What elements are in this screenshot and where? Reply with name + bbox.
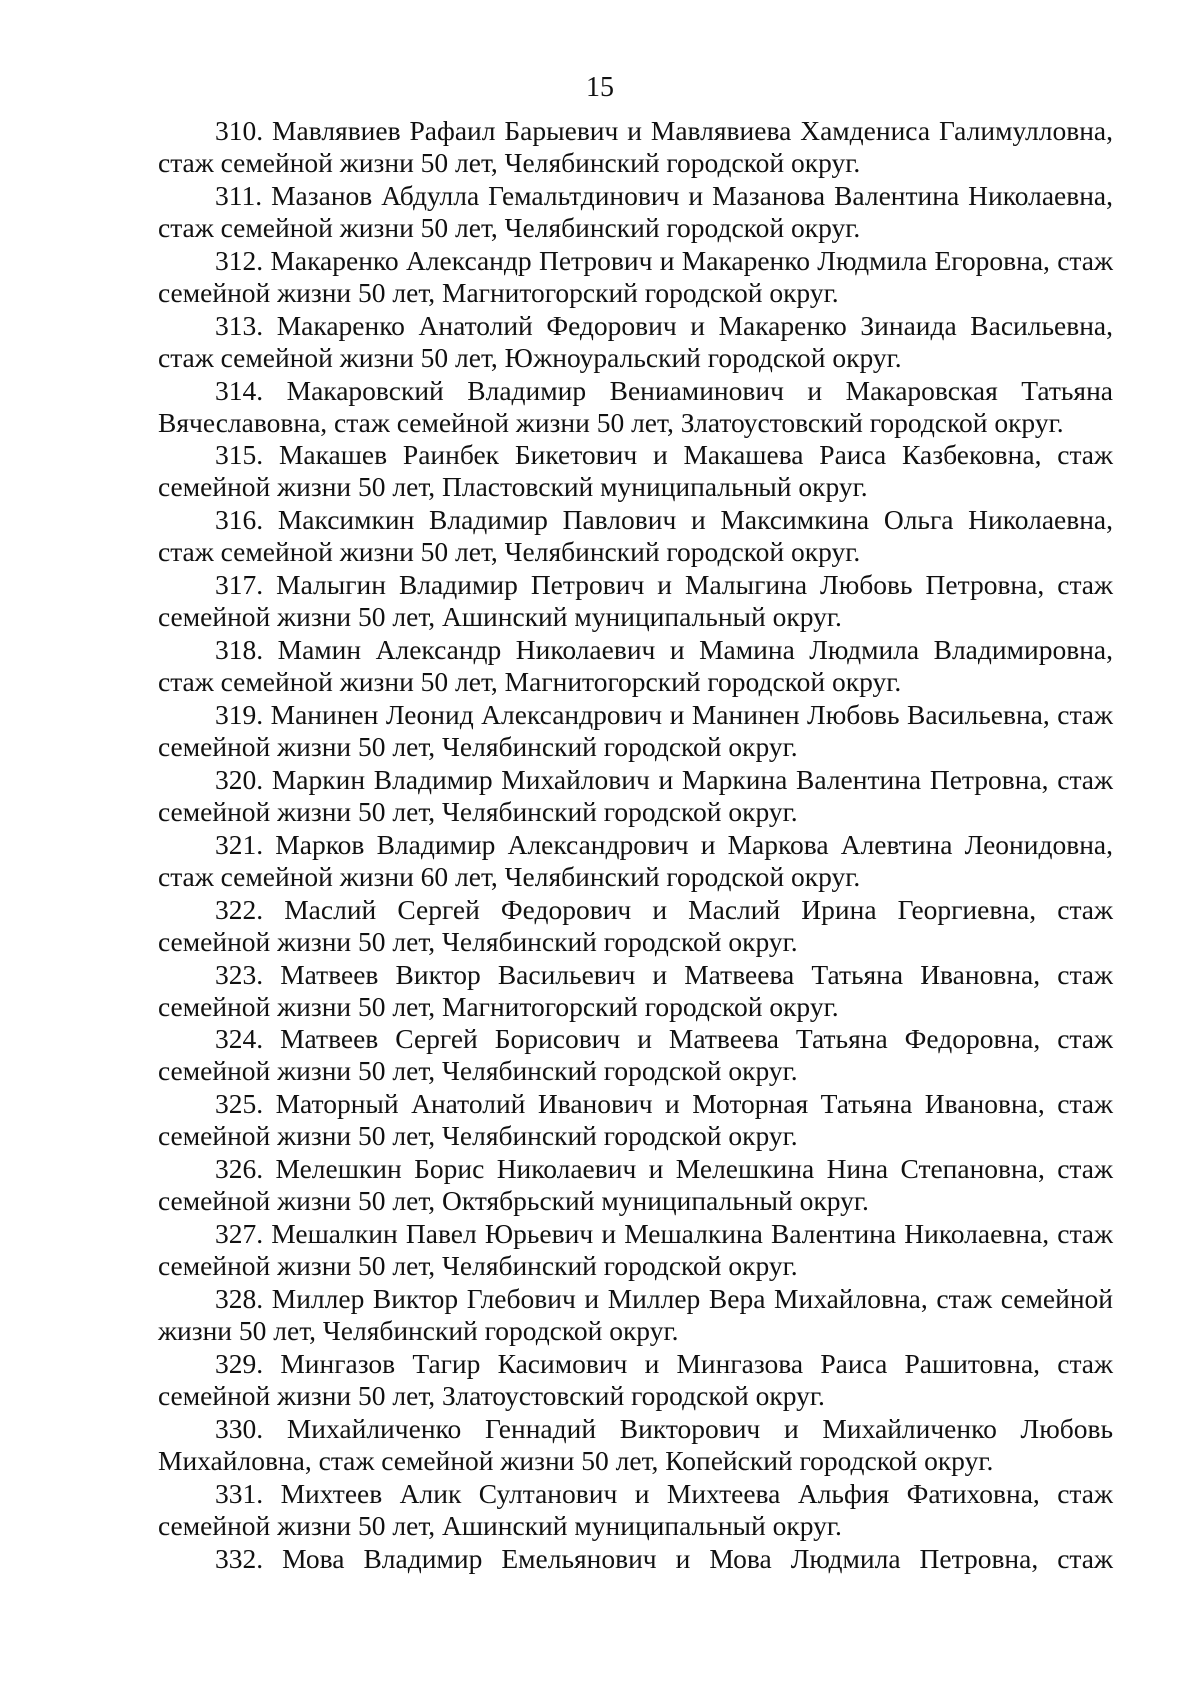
entry-number: 312. (215, 244, 264, 276)
entry-text: Малыгин Владимир Петрович и Малыгина Любовь Петровна, стаж семейной жизни 50 лет, Ашинский муниципальный округ. (158, 569, 1113, 633)
entry-number: 331. (215, 1477, 264, 1509)
entry-text: Мазанов Абдулла Гемальтдинович и Мазанова Валентина Николаевна, стаж семейной жизни 50 лет, Челябинский городской округ. (158, 179, 1114, 243)
entry-number: 318. (215, 634, 264, 666)
entry-text: Матвеев Виктор Васильевич и Матвеева Татьяна Ивановна, стаж семейной жизни 50 лет, Магнитогорский городской округ. (158, 958, 1113, 1022)
entry-text: Маслий Сергей Федорович и Маслий Ирина Георгиевна, стаж семейной жизни 50 лет, Челябинский городской округ. (158, 893, 1113, 957)
entry-text: Маркин Владимир Михайлович и Маркина Валентина Петровна, стаж семейной жизни 50 лет, Челябинский городской округ. (158, 763, 1114, 827)
list-item (158, 1478, 1113, 1542)
entry-text: Макаренко Александр Петрович и Макаренко Людмила Егоровна, стаж семейной жизни 50 лет, Магнитогорский городской округ. (158, 244, 1113, 308)
list-item (158, 245, 1113, 309)
entry-number: 330. (215, 1412, 264, 1444)
entry-text: Мова Владимир Емельянович и Мова Людмила Петровна, стаж (282, 1542, 1113, 1574)
entry-text: Манинен Леонид Александрович и Манинен Любовь Васильевна, стаж семейной жизни 50 лет, Челябинский городской округ. (158, 699, 1113, 763)
entry-text: Матвеев Сергей Борисович и Матвеева Татьяна Федоровна, стаж семейной жизни 50 лет, Челябинский городской округ. (158, 1023, 1113, 1087)
entry-text: Макаровский Владимир Вениаминович и Макаровская Татьяна Вячеславовна, стаж семейной жизни 50 лет, Златоустовский городской округ. (158, 374, 1113, 438)
entry-number: 332. (215, 1542, 264, 1574)
entry-text: Марков Владимир Александрович и Маркова Алевтина Леонидовна, стаж семейной жизни 60 лет, Челябинский городской округ. (158, 828, 1113, 892)
entry-text: Мамин Александр Николаевич и Мамина Людмила Владимировна, стаж семейной жизни 50 лет, Магнитогорский городской округ. (158, 634, 1113, 698)
entry-number: 322. (215, 893, 264, 925)
entry-text: Макаренко Анатолий Федорович и Макаренко Зинаида Васильевна, стаж семейной жизни 50 лет, Южноуральский городской округ. (158, 309, 1114, 373)
page-number: 15 (586, 72, 614, 103)
list-item (158, 1348, 1113, 1412)
entry-number: 315. (215, 439, 264, 471)
entry-text: Мингазов Тагир Касимович и Мингазова Раиса Рашитовна, стаж семейной жизни 50 лет, Златоустовский городской округ. (158, 1347, 1114, 1411)
list-item (158, 1088, 1113, 1152)
entry-text: Максимкин Владимир Павлович и Максимкина Ольга Николаевна, стаж семейной жизни 50 лет, Челябинский городской округ. (158, 504, 1114, 568)
entry-number: 314. (215, 374, 264, 406)
list-item (158, 894, 1113, 958)
list-item (158, 115, 1113, 179)
list-item (158, 1413, 1113, 1477)
list-item (158, 699, 1113, 763)
entry-text: Мавлявиев Рафаил Барыевич и Мавлявиева Хамдениса Галимулловна, стаж семейной жизни 50 лет, Челябинский городской округ. (158, 115, 1113, 178)
entry-text: Маторный Анатолий Иванович и Моторная Татьяна Ивановна, стаж семейной жизни 50 лет, Челябинский городской округ. (158, 1088, 1113, 1152)
entry-number: 317. (215, 569, 264, 601)
entry-number: 323. (215, 958, 264, 990)
list-item (158, 180, 1113, 244)
entry-number: 319. (215, 699, 264, 731)
entry-number: 316. (215, 504, 264, 536)
entry-text: Макашев Раинбек Бикетович и Макашева Раиса Казбековна, стаж семейной жизни 50 лет, Пластовский муниципальный округ. (158, 439, 1114, 503)
entry-number: 313. (215, 309, 264, 341)
entry-number: 325. (215, 1088, 264, 1120)
entry-number: 326. (215, 1153, 264, 1185)
list-item (158, 1283, 1113, 1347)
entry-number: 321. (215, 828, 264, 860)
entry-text: Михайличенко Геннадий Викторович и Михайличенко Любовь Михайловна, стаж семейной жизни 50 лет, Копейский городской округ. (158, 1412, 1113, 1476)
entry-text: Мелешкин Борис Николаевич и Мелешкина Нина Степановна, стаж семейной жизни 50 лет, Октябрьский муниципальный округ. (158, 1153, 1113, 1217)
entry-text: Мешалкин Павел Юрьевич и Мешалкина Валентина Николаевна, стаж семейной жизни 50 лет, Челябинский городской округ. (158, 1218, 1114, 1282)
list-item (158, 634, 1113, 698)
list-item (158, 959, 1113, 1023)
list-item (158, 569, 1113, 633)
entry-number: 320. (215, 763, 264, 795)
list-item (158, 1543, 1113, 1575)
list-item (158, 1153, 1113, 1217)
entry-text: Миллер Виктор Глебович и Миллер Вера Михайловна, стаж семейной жизни 50 лет, Челябинский городской округ. (158, 1283, 1114, 1347)
list-item (158, 1023, 1113, 1087)
entries-list (158, 115, 1113, 1575)
entry-number: 311. (215, 179, 263, 211)
list-item (158, 504, 1113, 568)
list-item (158, 439, 1113, 503)
entry-number: 310. (215, 115, 264, 146)
entry-number: 324. (215, 1023, 264, 1055)
entry-number: 329. (215, 1347, 264, 1379)
entry-number: 328. (215, 1283, 264, 1315)
list-item (158, 829, 1113, 893)
entry-text: Михтеев Алик Султанович и Михтеева Альфия Фатиховна, стаж семейной жизни 50 лет, Ашинский муниципальный округ. (158, 1477, 1113, 1541)
list-item (158, 764, 1113, 828)
list-item (158, 1218, 1113, 1282)
entry-number: 327. (215, 1218, 264, 1250)
list-item (158, 310, 1113, 374)
list-item (158, 375, 1113, 439)
